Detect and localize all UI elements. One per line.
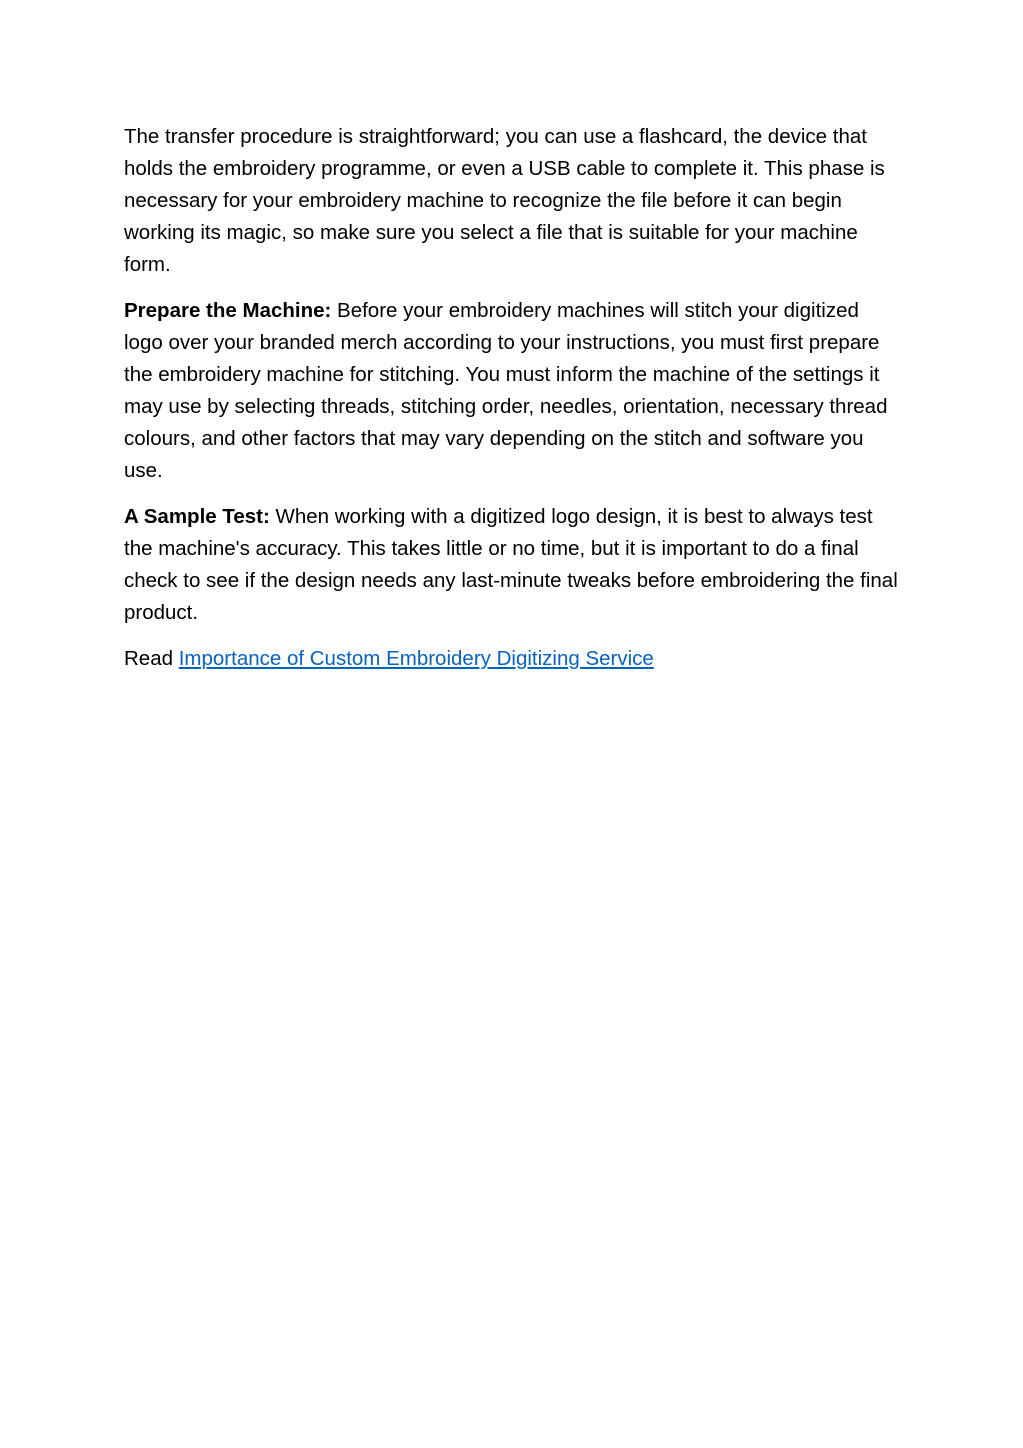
paragraph-text: The transfer procedure is straightforward; you can use a flashcard, the device that holds the embroidery programme, or even a USB cable to complete it. This phase is necessary for your embroidery machine to recognize the file before it can begin working its magic, so make sure you select a file that is suitable for your machine form. (124, 125, 885, 276)
read-prefix: Read (124, 647, 179, 670)
paragraph-read-more (124, 643, 902, 675)
paragraph-sample-test (124, 501, 902, 629)
importance-digitizing-link[interactable]: Importance of Custom Embroidery Digitizing Service (178, 647, 654, 670)
paragraph-heading: Prepare the Machine: (124, 299, 332, 322)
paragraph-heading: A Sample Test: (124, 505, 270, 528)
paragraph-prepare-machine (124, 295, 902, 487)
document-body (124, 121, 902, 689)
paragraph-text: When working with a digitized logo design, it is best to always test the machine's accuracy. This takes little or no time, but it is important to do a final check to see if the design needs any last-minute tweaks before embroidering the final product. (124, 505, 898, 624)
paragraph-transfer-procedure (124, 121, 902, 281)
paragraph-text: Before your embroidery machines will stitch your digitized logo over your branded merch according to your instructions, you must first prepare the embroidery machine for stitching. You must inform the machine of the settings it may use by selecting threads, stitching order, needles, orientation, necessary thread colours, and other factors that may vary depending on the stitch and software you use. (124, 299, 888, 482)
